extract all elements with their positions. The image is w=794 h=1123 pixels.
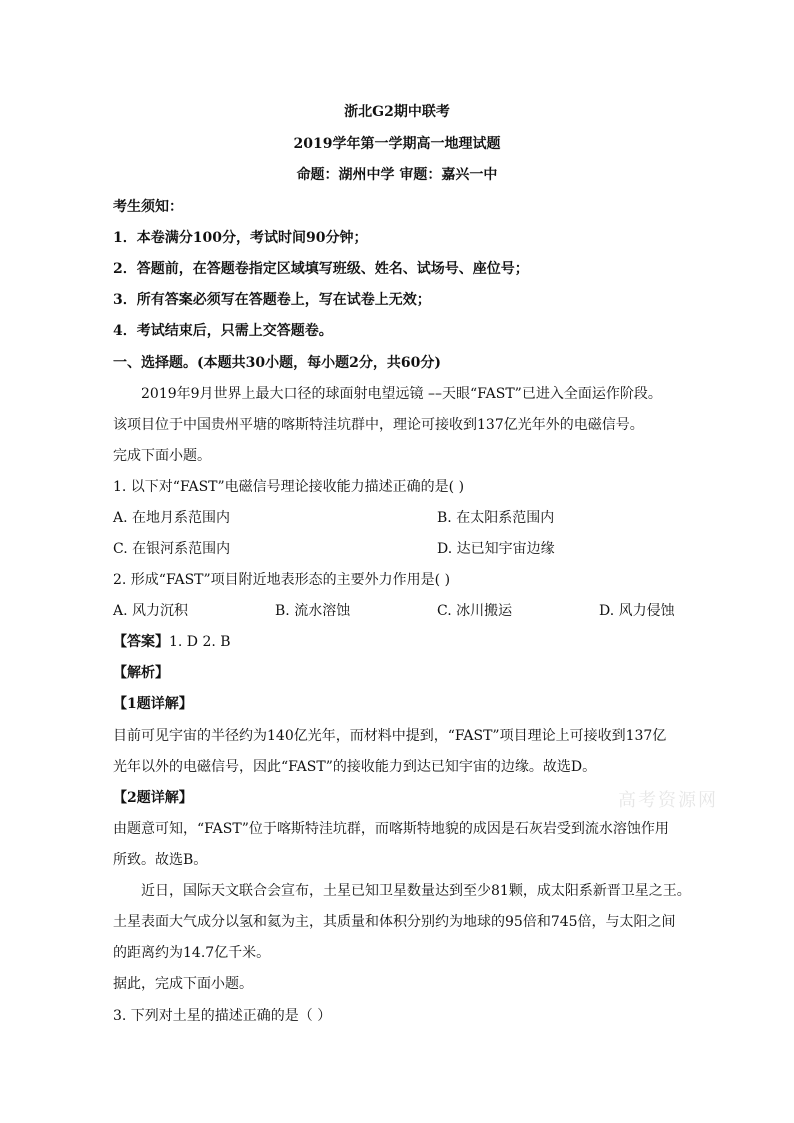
detail-line: 由题意可知，“FAST”位于喀斯特洼坑群，而喀斯特地貌的成因是石灰岩受到流水溶蚀作用 (113, 821, 669, 837)
option-b: B. 流水溶蚀 (275, 603, 351, 619)
question-stem: 1. 以下对“FAST”电磁信号理论接收能力描述正确的是( ) (113, 479, 465, 495)
notice-item: 1．本卷满分100分，考试时间90分钟； (113, 230, 368, 246)
passage-line: 该项目位于中国贵州平塘的喀斯特洼坑群中，理论可接收到137亿光年外的电磁信号。 (113, 417, 644, 433)
answer-line (113, 632, 231, 652)
passage-line: 的距离约为14.7亿千米。 (113, 945, 271, 961)
passage-line: 近日，国际天文联合会宣布，土星已知卫星数量达到至少81颗，成太阳系新晋卫星之王。 (141, 883, 691, 899)
question-stem: 3. 下列对土星的描述正确的是（ ） (113, 1008, 332, 1024)
passage-line: 据此，完成下面小题。 (113, 976, 253, 992)
detail-label: 【2题详解】 (113, 790, 193, 806)
exam-authors: 命题：湖州中学 审题：嘉兴一中 (296, 167, 498, 183)
option-c: C. 冰川搬运 (437, 603, 513, 619)
option-c: C. 在银河系范围内 (113, 541, 231, 557)
exam-title: 浙北G2期中联考 (344, 104, 450, 120)
option-a: A. 风力沉积 (113, 603, 189, 619)
passage-line: 完成下面小题。 (113, 448, 211, 464)
question-stem: 2. 形成“FAST”项目附近地表形态的主要外力作用是( ) (113, 572, 451, 588)
passage-line: 2019年9月世界上最大口径的球面射电望远镜 ––天眼“FAST”已进入全面运作阶段。 (141, 386, 662, 402)
section-heading: 一、选择题。(本题共30小题，每小题2分，共60分) (113, 355, 441, 371)
option-d: D. 达已知宇宙边缘 (437, 541, 555, 557)
analysis-label: 【解析】 (113, 665, 169, 681)
notice-item: 2．答题前，在答题卷指定区域填写班级、姓名、试场号、座位号； (113, 261, 529, 277)
detail-label: 【1题详解】 (113, 696, 193, 712)
detail-line: 所致。故选B。 (113, 852, 208, 868)
notice-item: 3．所有答案必须写在答题卷上，写在试卷上无效； (113, 292, 431, 308)
passage-line: 土星表面大气成分以氢和氦为主，其质量和体积分别约为地球的95倍和745倍，与太阳之间 (113, 914, 676, 930)
detail-line: 光年以外的电磁信号，因此“FAST”的接收能力到达已知宇宙的边缘。故选D。 (113, 759, 597, 775)
answer-text: 1. D 2. B (169, 634, 231, 650)
notice-heading: 考生须知： (113, 199, 183, 215)
notice-item: 4．考试结束后，只需上交答题卷。 (113, 323, 333, 339)
option-b: B. 在太阳系范围内 (437, 510, 555, 526)
watermark: 高考资源网 (618, 790, 718, 811)
answer-label: 【答案】 (113, 634, 169, 650)
exam-subtitle: 2019学年第一学期高一地理试题 (293, 136, 501, 152)
detail-line: 目前可见宇宙的半径约为140亿光年，而材料中提到，“FAST”项目理论上可接收到137亿 (113, 728, 667, 744)
option-d: D. 风力侵蚀 (599, 603, 675, 619)
option-a: A. 在地月系范围内 (113, 510, 231, 526)
